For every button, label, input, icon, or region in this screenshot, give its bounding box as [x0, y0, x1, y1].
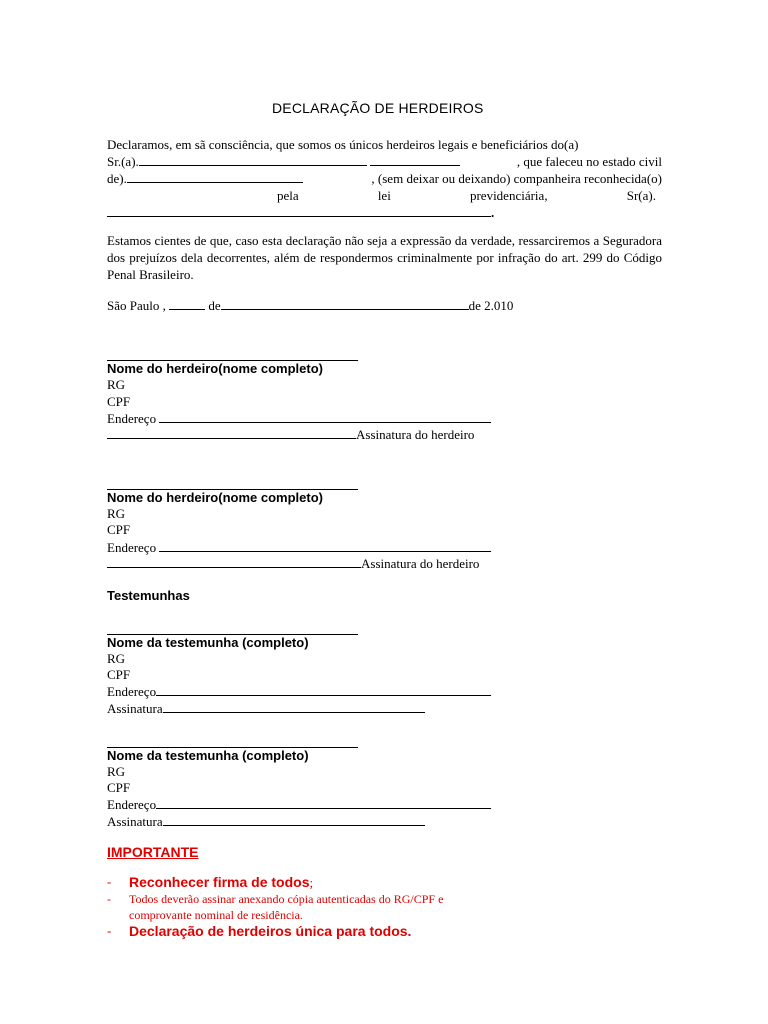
- lei-word: lei: [377, 188, 391, 203]
- important-heading: IMPORTANTE: [107, 844, 199, 860]
- item-bold-text: Declaração de herdeiros única para todos.: [129, 923, 412, 939]
- civil-status-line: [127, 170, 303, 183]
- signature-label: Assinatura: [107, 701, 163, 716]
- address-line: [156, 683, 491, 696]
- heir-1-name-label: Nome do herdeiro(nome completo): [107, 361, 323, 376]
- sr2-word: Sr(a).: [626, 188, 656, 203]
- address-line: [156, 796, 491, 809]
- signature-label: Assinatura do herdeiro: [356, 427, 475, 442]
- witness-1-name-label: Nome da testemunha (completo): [107, 635, 309, 650]
- witness-1-cpf: CPF: [107, 667, 131, 682]
- month-blank: [221, 297, 469, 310]
- signature-line: [107, 426, 356, 439]
- heir-2-signature: [107, 555, 479, 572]
- address-label: Endereço: [107, 684, 157, 699]
- signature-line: [107, 555, 361, 568]
- witness-1-rg: RG: [107, 651, 126, 666]
- important-item-3: [107, 923, 667, 939]
- liability-paragraph: Estamos cientes de que, caso esta declaração não seja a expressão da verdade, ressarciremos a Seguradora dos prejuízos dela decorrentes, além de respondermos criminalmente por infração do art. 299 do Código Penal Brasileiro.: [107, 233, 662, 282]
- de-label: de).: [107, 171, 127, 186]
- paragraph-line-3: [107, 170, 662, 187]
- paragraph-line-5: .: [107, 204, 662, 221]
- address-line: [159, 539, 491, 552]
- signature-label: Assinatura: [107, 814, 163, 829]
- pela-word: pela: [277, 188, 299, 203]
- year-label: de 2.010: [468, 298, 514, 313]
- document-title: DECLARAÇÃO DE HERDEIROS: [272, 100, 484, 116]
- paragraph-line-4: [107, 187, 662, 204]
- paragraph-line-2: [107, 153, 662, 170]
- city-label: São Paulo ,: [107, 298, 166, 313]
- witness-2-signature: [107, 813, 425, 830]
- address-label: Endereço: [107, 540, 157, 555]
- heir-2-address: [107, 539, 491, 556]
- witness-2-cpf: CPF: [107, 780, 131, 795]
- item-line-1: Todos deverão assinar anexando cópia autenticadas do RG/CPF e: [129, 892, 444, 906]
- witness-2-rg: RG: [107, 764, 126, 779]
- heir-1-signature: [107, 426, 474, 443]
- important-item-2: [107, 892, 667, 924]
- heir-2-name-label: Nome do herdeiro(nome completo): [107, 490, 323, 505]
- heir-1-cpf: CPF: [107, 394, 131, 409]
- signature-label: Assinatura do herdeiro: [361, 556, 480, 571]
- heir-2-cpf: CPF: [107, 522, 131, 537]
- item-suffix: ;: [309, 875, 314, 890]
- dash-bullet: -: [107, 892, 111, 906]
- day-blank: [169, 297, 205, 310]
- witness-2-address: [107, 796, 491, 813]
- faleceu-text: , que faleceu no estado civil: [516, 154, 662, 169]
- sem-deixar-text: , (sem deixar ou deixando) companheira reconhecida(o): [371, 171, 662, 186]
- item-text: [129, 874, 313, 891]
- important-item-1: [107, 874, 667, 890]
- dash-bullet: -: [107, 874, 112, 889]
- dash-bullet: -: [107, 923, 112, 938]
- signature-line: [163, 700, 425, 713]
- date-line: [107, 297, 513, 314]
- heir-1-rg: RG: [107, 377, 126, 392]
- item-line-2: comprovante nominal de residência.: [129, 908, 303, 922]
- witnesses-heading: Testemunhas: [107, 588, 190, 603]
- witness-1-signature: [107, 700, 425, 717]
- paragraph-line-1: Declaramos, em sã consciência, que somos os únicos herdeiros legais e beneficiários do(a): [107, 137, 579, 152]
- address-label: Endereço: [107, 411, 157, 426]
- witness-2-name-label: Nome da testemunha (completo): [107, 748, 309, 763]
- signature-line: [163, 813, 425, 826]
- heir-1-address: [107, 410, 491, 427]
- previdenciaria-word: previdenciária,: [469, 188, 548, 203]
- de-label-1: de: [208, 298, 221, 313]
- declaration-paragraph: [107, 136, 662, 221]
- deceased-name-line-2: [370, 153, 460, 166]
- witness-1-address: [107, 683, 491, 700]
- sr-label: Sr.(a).: [107, 154, 139, 169]
- heir-2-rg: RG: [107, 506, 126, 521]
- address-label: Endereço: [107, 797, 157, 812]
- address-line: [159, 410, 491, 423]
- beneficiary-name-line: [107, 204, 491, 217]
- item-bold-text: Reconhecer firma de todos: [129, 874, 310, 890]
- deceased-name-line: [139, 153, 367, 166]
